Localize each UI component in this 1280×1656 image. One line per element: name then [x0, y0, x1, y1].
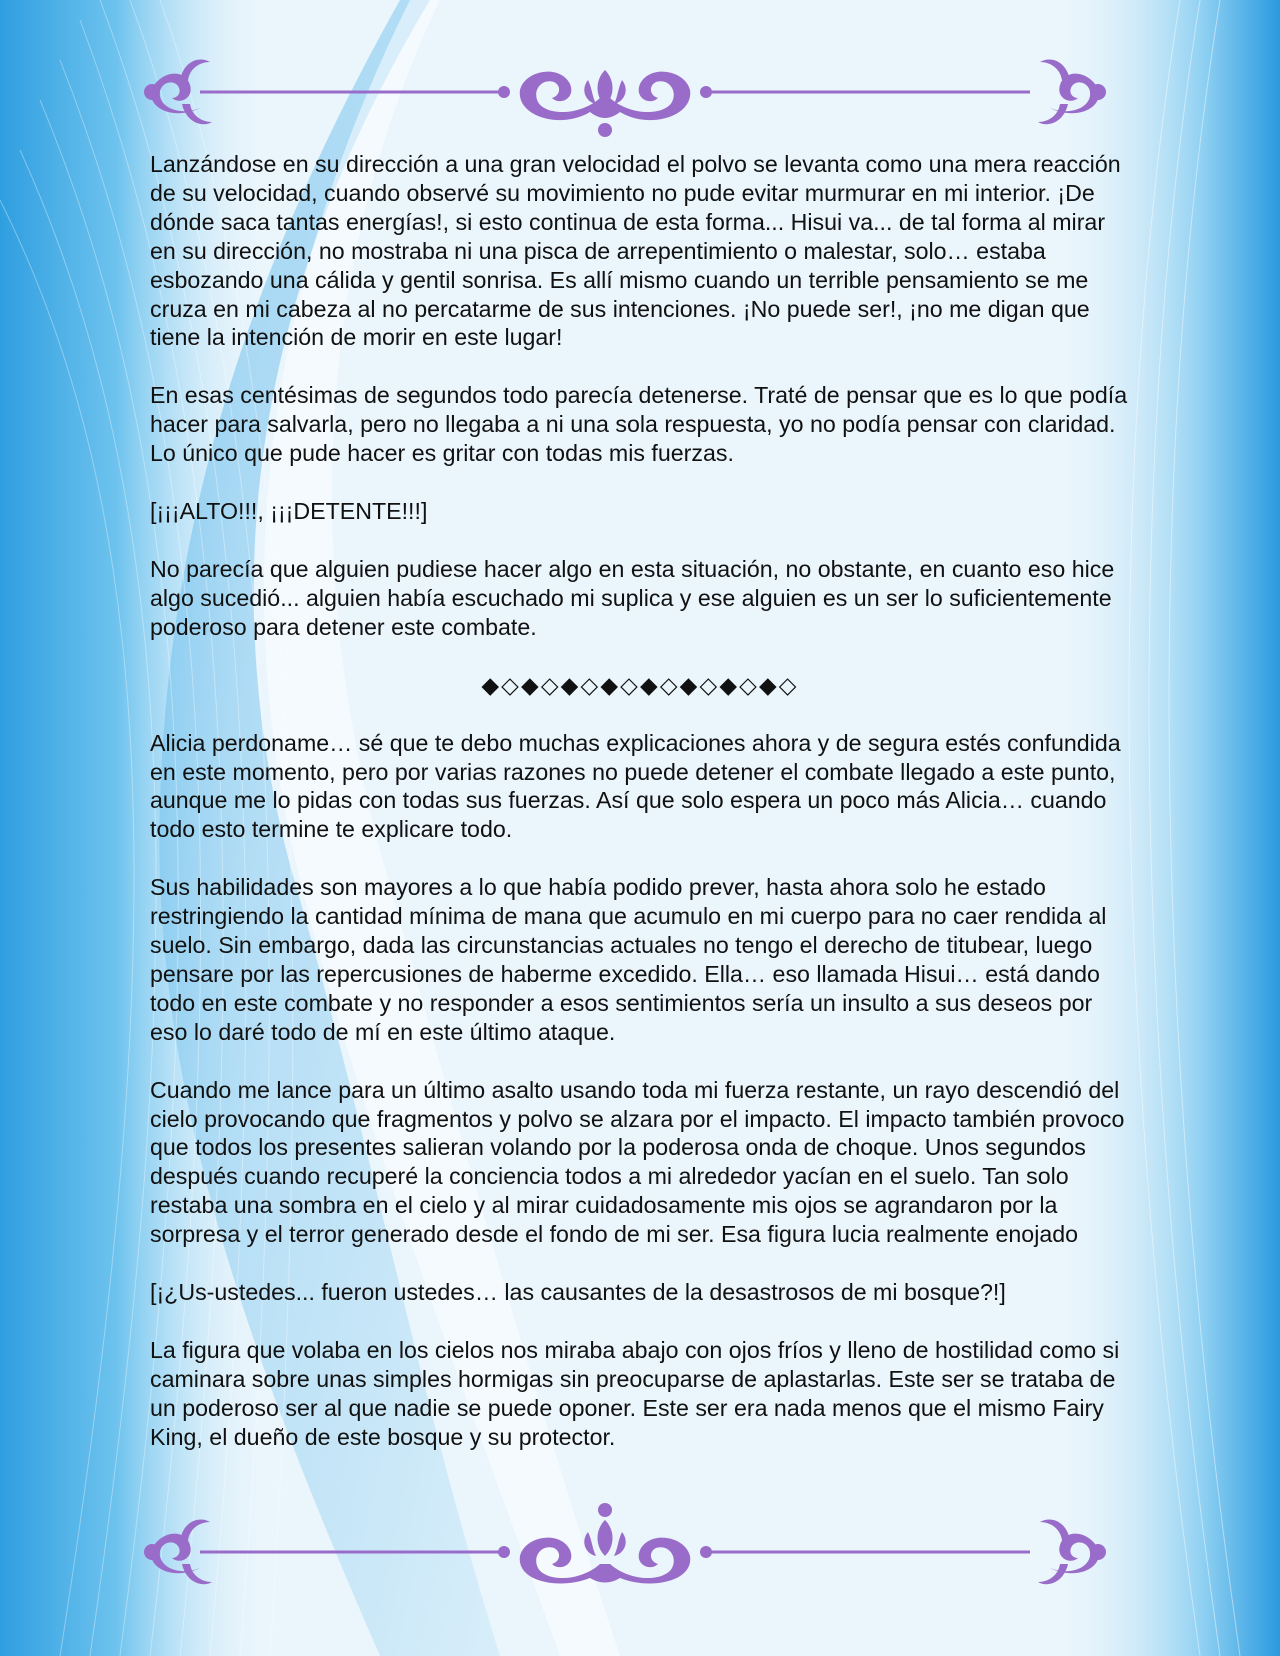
paragraph: [¡¡¡ALTO!!!, ¡¡¡DETENTE!!!] [150, 498, 428, 525]
paragraph: Alicia perdoname… sé que te debo muchas explicaciones ahora y de segura estés confundida en este momento, pero por varias razones no puede detener el combate llegado a este punto, aunque me lo pidas con todas sus fuerzas. Así que solo espera un poco más Alicia… cuando todo esto termine te explicare todo. [150, 729, 1121, 843]
paragraph: No parecía que alguien pudiese hacer algo en esta situación, no obstante, en cuanto eso hice algo sucedió... alguien había escuchado mi suplica y ese alguien es un ser lo suficientemente poderoso para detener este combate. [150, 555, 1115, 640]
flourish-divider-icon [140, 50, 1110, 140]
flourish-divider-icon [140, 1500, 1110, 1590]
paragraph: En esas centésimas de segundos todo parecía detenerse. Traté de pensar que es lo que podía hacer para salvarla, pero no llegaba a ni una sola respuesta, yo no podía pensar con claridad. Lo único que pude hacer es gritar con todas mis fuerzas. [150, 382, 1128, 467]
paragraph: La figura que volaba en los cielos nos miraba abajo con ojos fríos y lleno de hostilidad como si caminara sobre unas simples hormigas sin preocuparse de aplastarlas. Este ser se trataba de un poderoso ser al que nadie se puede oponer. Este ser era nada menos que el mismo Fairy King, el dueño de este bosque y su protector. [150, 1337, 1120, 1450]
paragraph: Cuando me lance para un último asalto usando toda mi fuerza restante, un rayo descendió del cielo provocando que fragmentos y polvo se alzara por el impacto. El impacto también provoco que todos los presentes salieran volando por la poderosa onda de choque. Unos segundos después cuando recuperé la conciencia todos a mi alrededor yacían en el suelo. Tan solo restaba una sombra en el cielo y al mirar cuidadosamente mis ojos se agrandaron por la sorpresa y el terror generado desde el fondo de mi ser. Esa figura lucia realmente enojado [150, 1076, 1125, 1248]
paragraph: Lanzándose en su dirección a una gran velocidad el polvo se levanta como una mera reacción de su velocidad, cuando observé su movimiento no pude evitar murmurar en mi interior. ¡De dónde saca tantas energías!, si esto continua de esta forma... Hisui va... de tal forma al mirar en su dirección, no mostraba ni una pisca de arrepentimiento o malestar, solo… estaba esbozando una cálida y gentil sonrisa. Es allí mismo cuando un terrible pensamiento se me cruza en mi cabeza al no percatarme de sus intenciones. ¡No puede ser!, ¡no me digan que tiene la intención de morir en este lugar! [150, 151, 1121, 351]
paragraph: [¡¿Us-ustedes... fueron ustedes… las causantes de la desastrosos de mi bosque?!] [150, 1279, 1006, 1306]
document-body [150, 150, 1130, 1481]
paragraph: Sus habilidades son mayores a lo que había podido prever, hasta ahora solo he estado restringiendo la cantidad mínima de mana que acumulo en mi cuerpo para no caer rendida al suelo. Sin embargo, dada las circunstancias actuales no tengo el derecho de titubear, luego pensare por las repercusiones de haberme excedido. Ella… eso llamada Hisui… está dando todo en este combate y no responder a esos sentimientos sería un insulto a sus deseos por eso lo daré todo de mí en este último ataque. [150, 874, 1107, 1045]
section-separator: ◆◇◆◇◆◇◆◇◆◇◆◇◆◇◆◇ [481, 671, 799, 698]
